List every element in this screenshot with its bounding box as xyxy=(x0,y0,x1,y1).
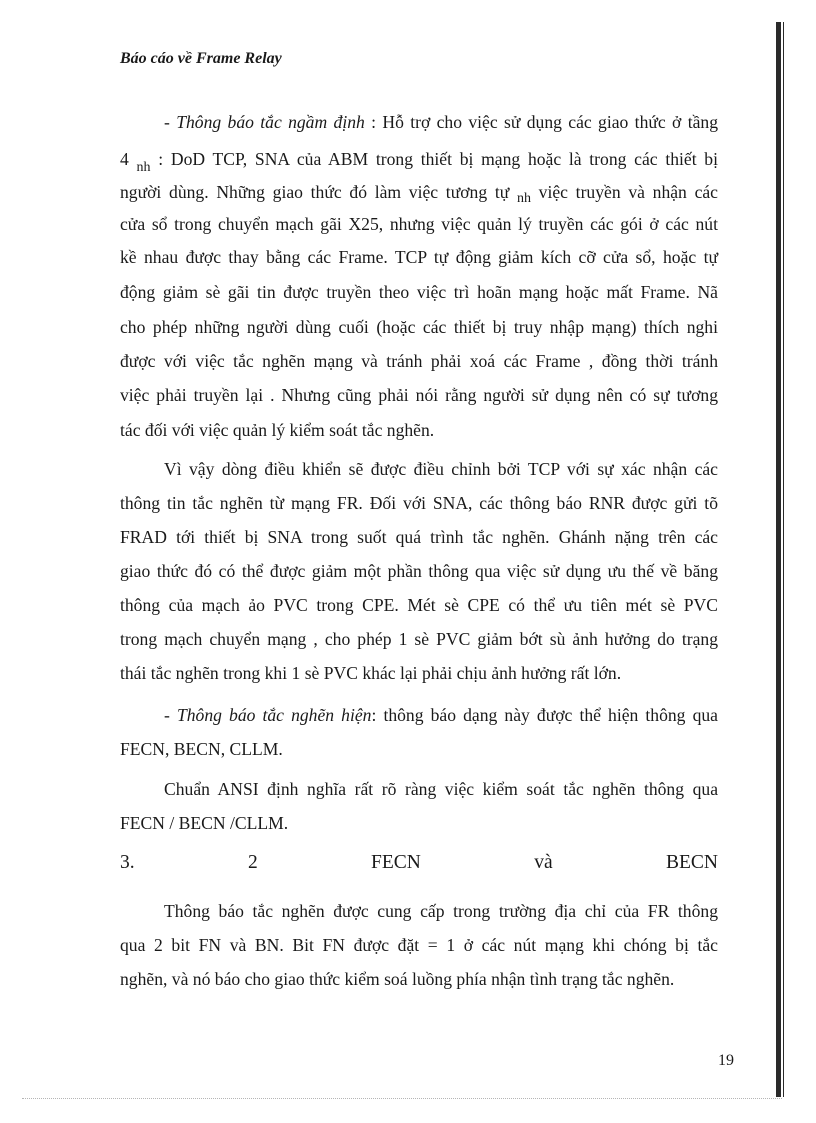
paragraph-2-line-4: giao thức đó có thể được giảm một phần thông qua việc sử dụng ưu thế về băng xyxy=(120,561,718,581)
paragraph-2-line-2: thông tin tắc nghẽn từ mạng FR. Đối với SNA, các thông báo RNR được gửi tõ xyxy=(120,493,718,513)
paragraph-1-line-10: tác đối với việc quản lý kiểm soát tắc nghẽn. xyxy=(120,420,435,440)
paragraph-4-line-1: Chuẩn ANSI định nghĩa rất rõ ràng việc kiểm soát tắc nghẽn thông qua xyxy=(164,779,718,799)
paragraph-1-line-7: cho phép những người dùng cuối (hoặc các thiết bị truy nhập mạng) thích nghi xyxy=(120,317,718,337)
paragraph-5-line-1: Thông báo tắc nghẽn được cung cấp trong trường địa chỉ của FR thông xyxy=(164,901,718,921)
line-text: 4 xyxy=(120,149,137,169)
paragraph-1-line-5: kề nhau được thay bằng các Frame. TCP tự động giảm kích cỡ cửa sổ, hoặc tự xyxy=(120,247,718,267)
paragraph-1-line-4: cửa sổ trong chuyển mạch gãi X25, nhưng việc quản lý truyền các gói ở các nút xyxy=(120,214,718,234)
running-header: Báo cáo về Frame Relay xyxy=(120,50,282,67)
heading-word: và xyxy=(534,852,553,873)
line-text: người dùng. Những giao thức đó làm việc tương tự xyxy=(120,182,517,202)
paragraph-1-line-2 xyxy=(120,148,718,175)
page-border-right xyxy=(776,22,781,1097)
paragraph-3-line-1 xyxy=(164,704,718,728)
line-text: : DoD TCP, SNA của ABM trong thiết bị mạng hoặc là trong các thiết bị xyxy=(150,149,718,169)
page-border-bottom xyxy=(22,1098,782,1099)
paragraph-4-line-2: FECN / BECN /CLLM. xyxy=(120,813,289,833)
paragraph-2-line-5: thông của mạch ảo PVC trong CPE. Mét sè CPE có thể ưu tiên mét sè PVC xyxy=(120,595,718,615)
bullet-dash: - xyxy=(164,705,177,725)
paragraph-1-line-6: động giảm sè gãi tin được truyền theo việc trì hoãn mạng hoặc mất Frame. Nã xyxy=(120,282,718,302)
term-implicit-notification: Thông báo tắc ngầm định xyxy=(176,112,365,132)
paragraph-2-line-6: trong mạch chuyển mạng , cho phép 1 sè PVC giảm bớt sù ảnh hưởng do trạng xyxy=(120,629,718,649)
paragraph-3-line-2: FECN, BECN, CLLM. xyxy=(120,739,283,759)
page-border-right-thin xyxy=(783,22,784,1097)
paragraph-5-line-3: nghẽn, và nó báo cho giao thức kiểm soá luồng phía nhận tình trạng tắc nghẽn. xyxy=(120,969,675,989)
paragraph-1-line-8: được với việc tắc nghẽn mạng và tránh phải xoá các Frame , đồng thời tránh xyxy=(120,351,718,371)
line-text: việc truyền và nhận các xyxy=(530,182,718,202)
subscript-text: nh xyxy=(516,191,531,206)
bullet-dash: - xyxy=(164,112,177,132)
paragraph-1-line-3 xyxy=(120,181,718,205)
heading-word: BECN xyxy=(665,852,718,873)
line-text: : thông báo dạng này được thể hiện thông qua xyxy=(371,705,718,725)
paragraph-1-line-9: việc phải truyền lại . Nhưng cũng phải nói rằng người sử dụng nên có sự tương xyxy=(120,385,718,405)
heading-word: FECN xyxy=(371,852,421,873)
section-number: 3. xyxy=(120,852,135,873)
paragraph-1-line-1 xyxy=(164,111,718,135)
paragraph-2-line-1: Vì vậy dòng điều khiển sẽ được điều chỉnh bởi TCP với sự xác nhận các xyxy=(164,459,718,479)
section-heading xyxy=(120,852,718,874)
subscript-text: nh xyxy=(136,160,151,175)
paragraph-2-line-3: FRAD tới thiết bị SNA trong suốt quá trình tắc nghẽn. Ghánh nặng trên các xyxy=(120,527,718,547)
paragraph-2-line-7: thái tắc nghẽn trong khi 1 sè PVC khác lại phải chịu ảnh hưởng rất lớn. xyxy=(120,663,622,683)
heading-word: 2 xyxy=(247,852,258,873)
line-text: : Hỗ trợ cho việc sử dụng các giao thức ở tầng xyxy=(364,112,718,132)
paragraph-5-line-2: qua 2 bit FN và BN. Bit FN được đặt = 1 ở các nút mạng khi chóng bị tắc xyxy=(120,935,718,955)
term-explicit-notification: Thông báo tắc nghẽn hiện xyxy=(176,705,372,725)
page-number: 19 xyxy=(718,1052,734,1069)
